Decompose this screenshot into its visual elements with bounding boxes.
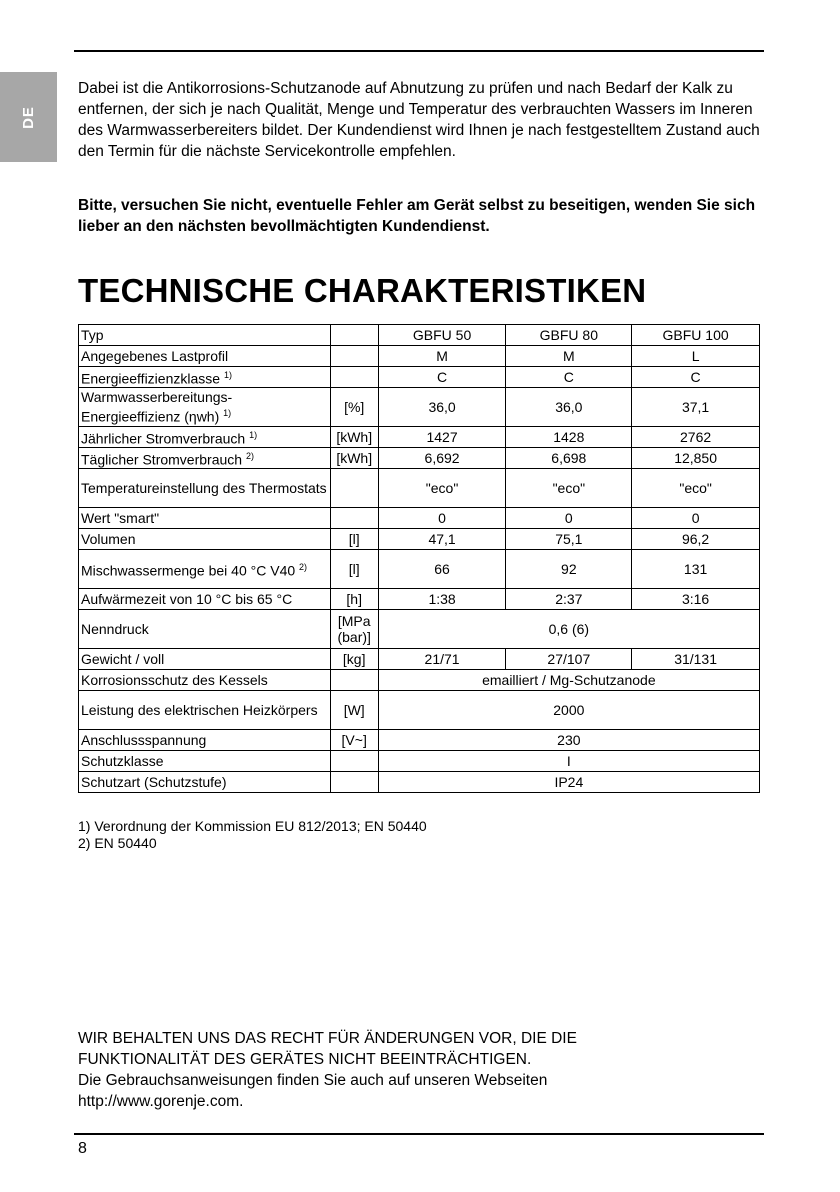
row-value: C (632, 367, 760, 388)
footnote: 2) EN 50440 (78, 835, 157, 851)
row-unit (330, 367, 378, 388)
row-label (79, 691, 331, 730)
row-label-text: Anschlussspannung (81, 732, 207, 748)
row-label-text: Gewicht / voll (81, 651, 165, 667)
row-label-text: Nenndruck (81, 621, 149, 637)
footnote-ref: 2) (299, 562, 308, 573)
row-label (79, 529, 331, 550)
row-value-span: 230 (378, 730, 759, 751)
row-value: 1:38 (378, 589, 506, 610)
row-value: 6,692 (378, 448, 506, 469)
row-unit: [kg] (330, 649, 378, 670)
row-label (79, 346, 331, 367)
row-value-span: IP24 (378, 772, 759, 793)
top-rule (74, 50, 764, 52)
row-value: 37,1 (632, 388, 760, 427)
row-unit: [kWh] (330, 448, 378, 469)
language-tab-label: DE (20, 105, 37, 129)
row-value-span: I (378, 751, 759, 772)
table-row (79, 448, 760, 469)
table-row (79, 649, 760, 670)
header-model: GBFU 100 (632, 325, 760, 346)
row-value: "eco" (632, 469, 760, 508)
table-row (79, 388, 760, 427)
row-label (79, 610, 331, 649)
row-value: C (378, 367, 506, 388)
row-unit (330, 751, 378, 772)
row-value-span: 2000 (378, 691, 759, 730)
row-label (79, 508, 331, 529)
table-row (79, 367, 760, 388)
row-value: 3:16 (632, 589, 760, 610)
table-row (79, 529, 760, 550)
row-unit: [V~] (330, 730, 378, 751)
row-value: 0 (632, 508, 760, 529)
footer-text (78, 1028, 698, 1112)
row-value: "eco" (378, 469, 506, 508)
row-label (79, 469, 331, 508)
row-unit: [h] (330, 589, 378, 610)
page-number: 8 (78, 1140, 87, 1157)
row-label (79, 772, 331, 793)
row-unit (330, 670, 378, 691)
row-label-text: Warmwasserbereitungs-Energieeffizienz (ηwh) (81, 389, 233, 425)
row-value: L (632, 346, 760, 367)
row-label-text: Schutzklasse (81, 753, 164, 769)
row-value: 96,2 (632, 529, 760, 550)
footnote-ref: 1) (223, 370, 232, 381)
row-label-text: Aufwärmezeit von 10 °C bis 65 °C (81, 591, 293, 607)
row-value: 36,0 (378, 388, 506, 427)
row-label-text: Schutzart (Schutzstufe) (81, 774, 227, 790)
row-label-text: Volumen (81, 531, 136, 547)
row-value-span: 0,6 (6) (378, 610, 759, 649)
table-row (79, 508, 760, 529)
row-value: 75,1 (506, 529, 632, 550)
row-label (79, 670, 331, 691)
footnotes (78, 818, 427, 852)
row-label-text: Energieeffizienzklasse (81, 370, 221, 387)
row-label-text: Mischwassermenge bei 40 °C V40 (81, 562, 296, 579)
table-row (79, 427, 760, 448)
warning-paragraph (78, 195, 768, 237)
row-value: 21/71 (378, 649, 506, 670)
row-label (79, 427, 331, 448)
header-unit (330, 325, 378, 346)
row-unit: [%] (330, 388, 378, 427)
row-value: 131 (632, 550, 760, 589)
table-row (79, 589, 760, 610)
row-value: 92 (506, 550, 632, 589)
table-row (79, 550, 760, 589)
row-value: 36,0 (506, 388, 632, 427)
row-value: "eco" (506, 469, 632, 508)
footnote-ref: 1) (249, 430, 258, 441)
footnote: 1) Verordnung der Kommission EU 812/2013; EN 50440 (78, 818, 427, 834)
row-value: 1428 (506, 427, 632, 448)
row-value: 66 (378, 550, 506, 589)
table-row (79, 346, 760, 367)
footnote-ref: 1) (223, 408, 232, 419)
header-label: Typ (79, 325, 331, 346)
row-unit (330, 772, 378, 793)
row-unit: [W] (330, 691, 378, 730)
row-value: 12,850 (632, 448, 760, 469)
row-label (79, 448, 331, 469)
row-label-text: Temperatureinstellung des Thermostats (81, 480, 327, 496)
footnote-ref: 2) (245, 451, 254, 462)
table-row (79, 670, 760, 691)
spec-table (78, 324, 760, 793)
row-label (79, 367, 331, 388)
row-unit (330, 508, 378, 529)
footer-website: Die Gebrauchsanweisungen finden Sie auch auf unseren Webseiten http://www.gorenje.com. (78, 1072, 548, 1110)
row-label-text: Angegebenes Lastprofil (81, 348, 229, 364)
table-row (79, 730, 760, 751)
row-value: 0 (506, 508, 632, 529)
row-label (79, 730, 331, 751)
row-label-text: Wert "smart" (81, 510, 160, 526)
row-value: C (506, 367, 632, 388)
row-label (79, 550, 331, 589)
row-unit: [kWh] (330, 427, 378, 448)
row-label-text: Täglicher Stromverbrauch (81, 451, 243, 468)
section-heading: TECHNISCHE CHARAKTERISTIKEN (78, 272, 647, 309)
intro-paragraph (78, 78, 768, 162)
row-value: 1427 (378, 427, 506, 448)
footer-notice: WIR BEHALTEN UNS DAS RECHT FÜR ÄNDERUNGEN VOR, DIE DIE FUNKTIONALITÄT DES GERÄTES NICHT BEEINTRÄCHTIGEN. (78, 1030, 577, 1068)
row-value: 31/131 (632, 649, 760, 670)
row-value: 2762 (632, 427, 760, 448)
table-row (79, 772, 760, 793)
row-value: 0 (378, 508, 506, 529)
row-value: 2:37 (506, 589, 632, 610)
row-label-text: Jährlicher Stromverbrauch (81, 430, 246, 447)
row-unit: [l] (330, 529, 378, 550)
table-row (79, 469, 760, 508)
warning-text: Bitte, versuchen Sie nicht, eventuelle Fehler am Gerät selbst zu beseitigen, wenden Sie sich lieber an den nächsten bevollmächtigten Kundendienst. (78, 197, 756, 235)
language-tab (0, 72, 57, 162)
row-label-text: Korrosionsschutz des Kessels (81, 672, 268, 688)
row-value: 27/107 (506, 649, 632, 670)
table-row (79, 610, 760, 649)
table-row (79, 691, 760, 730)
header-model: GBFU 80 (506, 325, 632, 346)
row-unit (330, 469, 378, 508)
row-value: 47,1 (378, 529, 506, 550)
row-label (79, 751, 331, 772)
row-unit: [MPa (bar)] (330, 610, 378, 649)
row-unit (330, 346, 378, 367)
row-label (79, 388, 331, 427)
row-label-text: Leistung des elektrischen Heizkörpers (81, 702, 318, 718)
table-header-row (79, 325, 760, 346)
header-model: GBFU 50 (378, 325, 506, 346)
table-row (79, 751, 760, 772)
intro-text: Dabei ist die Antikorrosions-Schutzanode auf Abnutzung zu prüfen und nach Bedarf der Kalk zu entfernen, der sich je nach Qualität, Menge und Temperatur des verbrauchten Wassers im Inneren des Warmwasserbereiters bildet. Der Kundendienst wird Ihnen je nach festgestelltem Zustand auch den Termin für die nächste Servicekontrolle empfehlen. (78, 80, 760, 160)
row-unit: [l] (330, 550, 378, 589)
row-value: M (378, 346, 506, 367)
row-value: M (506, 346, 632, 367)
bottom-rule (74, 1133, 764, 1135)
row-label (79, 649, 331, 670)
row-value-span: emailliert / Mg-Schutzanode (378, 670, 759, 691)
row-label (79, 589, 331, 610)
row-value: 6,698 (506, 448, 632, 469)
